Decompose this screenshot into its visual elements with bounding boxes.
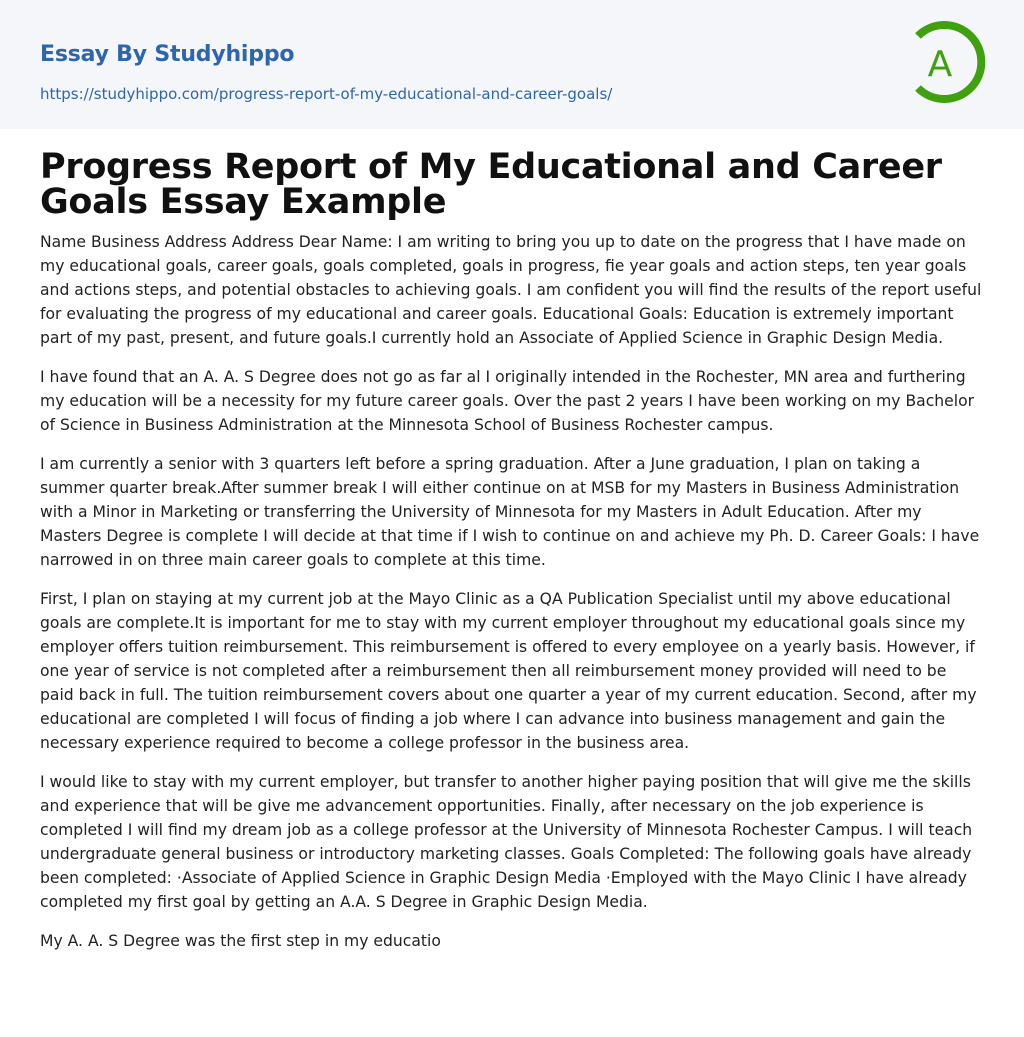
- paragraph: I have found that an A. A. S Degree does not go as far al I originally intended in the Rochester, MN area and furthering my education will be a necessity for my future career goals. Over the past 2 years I have been working on my Bachelor of Science in Business Administration at the Minnesota School of Business Rochester campus.: [40, 368, 975, 434]
- page-title: Progress Report of My Educational and Career Goals Essay Example: [40, 147, 942, 222]
- site-header: [0, 0, 1024, 129]
- paragraph: I would like to stay with my current employer, but transfer to another higher paying position that will give me the skills and experience that will be give me advancement opportunities. Finally, after necessary on the job experience is completed I will find my dream job as a college professor at the University of Minnesota Rochester Campus. I will teach undergraduate general business or introductory marketing classes. Goals Completed: The following goals have already been completed: ·Associate of Applied Science in Graphic Design Media ·Employed with the Mayo Clinic I have already completed my first goal by getting an A.A. S Degree in Graphic Design Media.: [40, 773, 973, 911]
- paragraph: Name Business Address Address Dear Name: I am writing to bring you up to date on the progress that I have made on my educational goals, career goals, goals completed, goals in progress, fie year goals and action steps, ten year goals and actions steps, and potential obstacles to achieving goals. I am confident you will find the results of the report useful for evaluating the progress of my educational and career goals. Educational Goals: Education is extremely important part of my past, present, and future goals.I currently hold an Associate of Applied Science in Graphic Design Media.: [40, 233, 982, 347]
- site-title[interactable]: Essay By Studyhippo: [40, 42, 295, 67]
- logo-letter: A: [927, 44, 953, 85]
- paragraph: First, I plan on staying at my current job at the Mayo Clinic as a QA Publication Specialist until my above educational goals are complete.It is important for me to stay with my current employer throughout my educational goals since my employer offers tuition reimbursement. This reimbursement is offered to every employee on a yearly basis. However, if one year of service is not completed after a reimbursement then all reimbursement money provided will need to be paid back in full. The tuition reimbursement covers about one quarter a year of my current education. Second, after my educational are completed I will focus of finding a job where I can advance into business management and gain the necessary experience required to become a college professor in the business area.: [40, 590, 977, 752]
- studyhippo-logo-icon[interactable]: [910, 18, 988, 106]
- paragraph: My A. A. S Degree was the first step in my educatio: [40, 932, 441, 950]
- article-body: [40, 230, 984, 953]
- article-url-link[interactable]: https://studyhippo.com/progress-report-of-my-educational-and-career-goals/: [40, 85, 613, 103]
- paragraph: I am currently a senior with 3 quarters left before a spring graduation. After a June graduation, I plan on taking a summer quarter break.After summer break I will either continue on at MSB for my Masters in Business Administration with a Minor in Marketing or transferring the University of Minnesota for my Masters in Adult Education. After my Masters Degree is complete I will decide at that time if I wish to continue on and achieve my Ph. D. Career Goals: I have narrowed in on three main career goals to complete at this time.: [40, 455, 980, 569]
